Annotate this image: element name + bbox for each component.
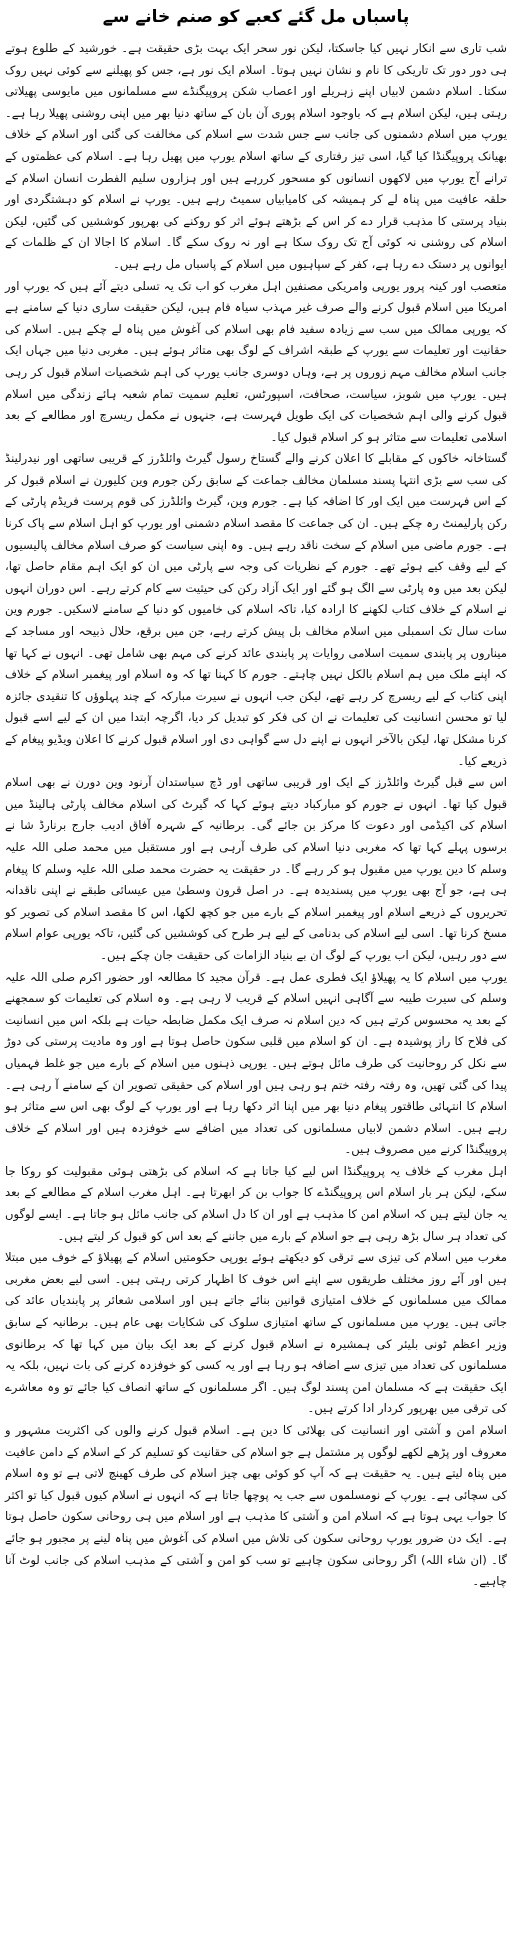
article-paragraph: اسلام امن و آشتی اور انسانیت کی بھلائی کا دین ہے۔ اسلام قبول کرنے والوں کی اکثریت مشہور و معروف اور پڑھے لکھے لوگوں پر مشتمل ہے جو اسلام کی حقانیت کو تسلیم کر کے اسلام کے دامن عافیت میں پناہ لیتے ہیں۔ یہ حقیقت ہے کہ آپ کو کوئی بھی چیز اسلام کی طرف کھینچ لاتی ہے تو وہ اسلام کی سچائی ہے۔ یورپ کے نومسلموں سے جب یہ پوچھا جاتا ہے کہ انہوں نے اسلام کیوں قبول کیا تو اکثر کا جواب یہی ہوتا ہے کہ اسلام امن و آشتی کا مذہب ہے اور اسلام میں ہی روحانی سکون حاصل ہوتا ہے۔ ایک دن ضرور یورپ روحانی سکون کی تلاش میں اسلام کی آغوش میں پناہ لینے پر مجبور ہو جائے گا۔ (ان شاء اللہ) اگر روحانی سکون چاہیے تو سب کو امن و آشتی کے مذہب اسلام کی جانب لوٹ آنا چاہیے۔ xyxy=(5,1423,507,1589)
article-paragraph: متعصب اور کینہ پرور یورپی وامریکی مصنفین اہل مغرب کو اب تک یہ تسلی دیتے آئے ہیں کہ یورپ اور امریکا میں اسلام قبول کرنے والے صرف غیر مہذب سیاہ فام ہیں، لیکن حقیقت ساری دنیا کے سامنے ہے کہ یورپی ممالک میں سب سے زیادہ سفید فام بھی اسلام کی آغوش میں پناہ لے چکے ہیں۔ اسلام کی حقانیت اور تعلیمات سے یورپ کے طبقہ اشراف کے لوگ بھی متاثر ہوئے ہیں۔ مغربی دنیا میں جہاں ایک جانب اسلام مخالف مہم زوروں پر ہے، وہاں دوسری جانب یورپ کی اہم شخصیات اسلام قبول کر رہی ہیں۔ یورپ میں شوبز، سیاست، صحافت، اسپورٹس، تعلیم سمیت تمام شعبہ ہائے زندگی میں اسلام قبول کرنے والی اہم شخصیات کی ایک طویل فہرست ہے، جنہوں نے مکمل ریسرچ اور مطالعے کے بعد اسلامی تعلیمات سے متاثر ہو کر اسلام قبول کیا۔ xyxy=(5,278,507,444)
article-paragraph: شب تاری سے انکار نہیں کیا جاسکتا، لیکن نور سحر ایک بہت بڑی حقیقت ہے۔ خورشید کے طلوع ہوتے ہی دور دور تک تاریکی کا نام و نشان نہیں ہوتا۔ اسلام ایک نور ہے، جس کو پھیلنے سے کوئی نہیں روک سکتا۔ اسلام دشمن لابیاں اپنے زہریلے اور اعصاب شکن پروپیگنڈے سے مسلمانوں میں مایوسی پھیلاتی رہتی ہیں، لیکن اسلام ہے کہ باوجود اسلام پوری آن بان کے ساتھ دنیا بھر میں اپنی روشنی پھیلا رہا ہے۔ یورپ میں اسلام دشمنوں کی جانب سے جس شدت سے اسلام کی مخالفت کی گئی اور اسلام کے خلاف بھیانک پروپیگنڈا کیا گیا، اسی تیز رفتاری کے ساتھ اسلام یورپ میں پھیل رہا ہے۔ اسلام کی عظمتوں کے ترانے آج یورپ میں لاکھوں انسانوں کو مسحور کررہے ہیں اور ہزاروں سلیم الفطرت انسان اسلام کے حلقہ عافیت میں پناہ لے کر ہمیشہ کی کامیابیاں سمیٹ رہے ہیں۔ یورپ نے اسلام کو دہشتگردی اور بنیاد پرستی کا مذہب قرار دے کر اس کے بڑھتے ہوئے اثر کو روکنے کی بھرپور کوششیں کی گئیں، لیکن اسلام کی روشنی نہ کوئی آج تک روک سکا ہے اور نہ روک سکے گا۔ اسلام کا اجالا ان کے ظلمات کے ایوانوں پر دستک دے رہا ہے، کفر کے سپاہیوں میں اسلام کے پاسباں مل رہے ہیں۔ xyxy=(5,41,507,271)
article-paragraph: اس سے قبل گیرٹ وائلڈرز کے ایک اور قریبی ساتھی اور ڈچ سیاستدان آرنود وین دورن نے بھی اسلام قبول کیا تھا۔ انہوں نے جورم کو مبارکباد دیتے ہوئے کہا کہ گیرٹ کی اسلام مخالف پارٹی ہالینڈ میں اسلام کی اکیڈمی اور دعوت کا مرکز بن جائے گی۔ برطانیہ کے شہرہ آفاق ادیب جارج برنارڈ شا نے برسوں پہلے کہا تھا کہ مغربی دنیا اسلام کی طرف آرہی ہے اور مستقبل میں محمد صلی اللہ علیہ وسلم کا دین یورپ میں مقبول ہو کر رہے گا۔ در حقیقت یہ حضرت محمد صلی اللہ علیہ وسلم کا پیغام ہی ہے، جو آج بھی یورپ میں پسندیدہ ہے۔ در اصل قرون وسطیٰ میں عیسائی طبقے نے اپنی ناقدانہ تحریروں کے ذریعے اسلام اور پیغمبر اسلام کے بارے میں جو کچھ لکھا، اس کا مقصد اسلام کی تصویر کو مسخ کرنا تھا۔ اسی لیے اسلام کی بدنامی کے لیے ہر طرح کی کوششیں کی گئیں، تاکہ یورپی عوام اسلام سے دور رہیں، لیکن اب یورپ کے لوگ ان بے بنیاد الزامات کی حقیقت جان چکے ہیں۔ xyxy=(5,775,507,962)
article-paragraph: مغرب میں اسلام کی تیزی سے ترقی کو دیکھتے ہوئے یورپی حکومتیں اسلام کے پھیلاؤ کے خوف میں مبتلا ہیں اور آئے روز مختلف طریقوں سے اپنے اس خوف کا اظہار کرتی رہتی ہیں۔ اسی لیے بعض مغربی ممالک میں مسلمانوں کے خلاف امتیازی قوانین بنائے جاتے ہیں اور اسلامی شعائر پر پابندیاں عائد کی جاتی ہیں۔ یورپ میں مسلمانوں کے ساتھ امتیازی سلوک کی شکایات بھی عام ہیں۔ برطانیہ کے سابق وزیر اعظم ٹونی بلیئر کی ہمشیرہ نے اسلام قبول کرنے کے بعد ایک بیان میں کہا تھا کہ برطانوی مسلمانوں کی تعداد میں تیزی سے اضافہ ہو رہا ہے اور یہ کسی کو خوفزدہ کرنے کی بات نہیں، بلکہ یہ ایک حقیقت ہے کہ مسلمان امن پسند لوگ ہیں۔ اگر مسلمانوں کے ساتھ انصاف کیا جائے تو وہ معاشرے کی ترقی میں بھرپور کردار ادا کرتے ہیں۔ xyxy=(5,1250,507,1416)
article-headline: پاسباں مل گئے کعبے کو صنم خانے سے xyxy=(102,7,410,27)
article-paragraph: یورپ میں اسلام کا یہ پھیلاؤ ایک فطری عمل ہے۔ قرآن مجید کا مطالعہ اور حضور اکرم صلی اللہ علیہ وسلم کی سیرت طیبہ سے آگاہی انہیں اسلام کے قریب لا رہی ہے۔ وہ اسلام کی تعلیمات کو سمجھنے کے بعد یہ محسوس کرتے ہیں کہ دین اسلام نہ صرف ایک مکمل ضابطہ حیات ہے بلکہ اس میں انسانیت کی فلاح کا راز پوشیدہ ہے۔ ان کو اسلام میں قلبی سکون حاصل ہوتا ہے اور وہ مادیت پرستی کی دوڑ سے نکل کر روحانیت کی طرف مائل ہوتے ہیں۔ یورپی ذہنوں میں اسلام کے بارے میں جو غلط فہمیاں پیدا کی گئی تھیں، وہ رفتہ رفتہ ختم ہو رہی ہیں اور اسلام کی حقیقی تصویر ان کے سامنے آ رہی ہے۔ اسلام کا انتہائی طاقتور پیغام دنیا بھر میں اپنا اثر دکھا رہا ہے اور یورپ کے لوگ بھی اس سے متاثر ہو رہے ہیں۔ اسلام دشمن لابیاں مسلمانوں کی تعداد میں اضافے سے خوفزدہ ہیں اور اسلام کے خلاف پروپیگنڈا کرنے میں مصروف ہیں۔ xyxy=(5,969,507,1157)
article-paragraph: گستاخانہ خاکوں کے مقابلے کا اعلان کرنے والے گستاخ رسول گیرٹ وائلڈرز کے قریبی ساتھی اور نیدرلینڈ کی سب سے بڑی انتہا پسند مسلمان مخالف جماعت کے سابق رکن جورم وین کلیورن نے اسلام قبول کر کے اس فہرست میں ایک اور کا اضافہ کیا ہے۔ جورم وین، گیرٹ وائلڈرز کی قوم پرست فریڈم پارٹی کے رکن پارلیمنٹ رہ چکے ہیں۔ ان کی جماعت کا مقصد اسلام دشمنی اور یورپ کو اہل اسلام سے پاک کرنا ہے۔ جورم ماضی میں اسلام کے سخت ناقد رہے ہیں۔ وہ اپنی سیاست کو صرف اسلام مخالف پالیسیوں کے لیے وقف کیے ہوئے تھے۔ جورم کے نظریات کی وجہ سے پارٹی میں ان کو ایک اہم مقام حاصل تھا، لیکن بعد میں وہ پارٹی سے الگ ہو گئے اور ایک آزاد رکن کی حیثیت سے کام کرتے رہے۔ اس دوران انہوں نے اسلام کے خلاف کتاب لکھنے کا ارادہ کیا، تاکہ اسلام کی خامیوں کو دنیا کے سامنے لاسکیں۔ جورم وین سات سال تک اسمبلی میں اسلام مخالف بل پیش کرتے رہے، جن میں برقع، حلال ذبیحہ اور مساجد کے میناروں پر پابندی سمیت اسلامی روایات پر پابندی عائد کرنے کی مہم بھی شامل تھی۔ انہوں نے کہا تھا کہ اپنے ملک میں ہم اسلام بالکل نہیں چاہتے۔ جورم کا کہنا تھا کہ وہ اسلام اور پیغمبر اسلام کے خلاف اپنی کتاب کے لیے ریسرچ کر رہے تھے، لیکن جب انہوں نے سیرت مبارکہ کے چند پہلوؤں کا تنقیدی جائزہ لیا تو محسن انسانیت کی تعلیمات نے ان کی فکر کو تبدیل کر دیا، اگرچہ ابتدا میں ان کے لیے اسے قبول کرنا مشکل تھا، لیکن بالآخر انہوں نے اپنے دل سے گواہی دی اور اسلام قبول کرنے کا اعلان ویڈیو پیغام کے ذریعے کیا۔ xyxy=(5,451,507,768)
article-paragraph: اہل مغرب کے خلاف یہ پروپیگنڈا اس لیے کیا جاتا ہے کہ اسلام کی بڑھتی ہوئی مقبولیت کو روکا جا سکے، لیکن ہر بار اسلام اس پروپیگنڈے کا جواب بن کر ابھرتا ہے۔ اہل مغرب اسلام کے مطالعے کے بعد یہ جان لیتے ہیں کہ اسلام امن کا مذہب ہے اور ان کا دل اسلام کی جانب مائل ہو جاتا ہے۔ ایسے لوگوں کی تعداد ہر سال بڑھ رہی ہے جو اسلام کے بارے میں جاننے کے بعد اس کو قبول کر لیتے ہیں۔ xyxy=(5,1163,507,1243)
article-body xyxy=(5,38,507,1593)
